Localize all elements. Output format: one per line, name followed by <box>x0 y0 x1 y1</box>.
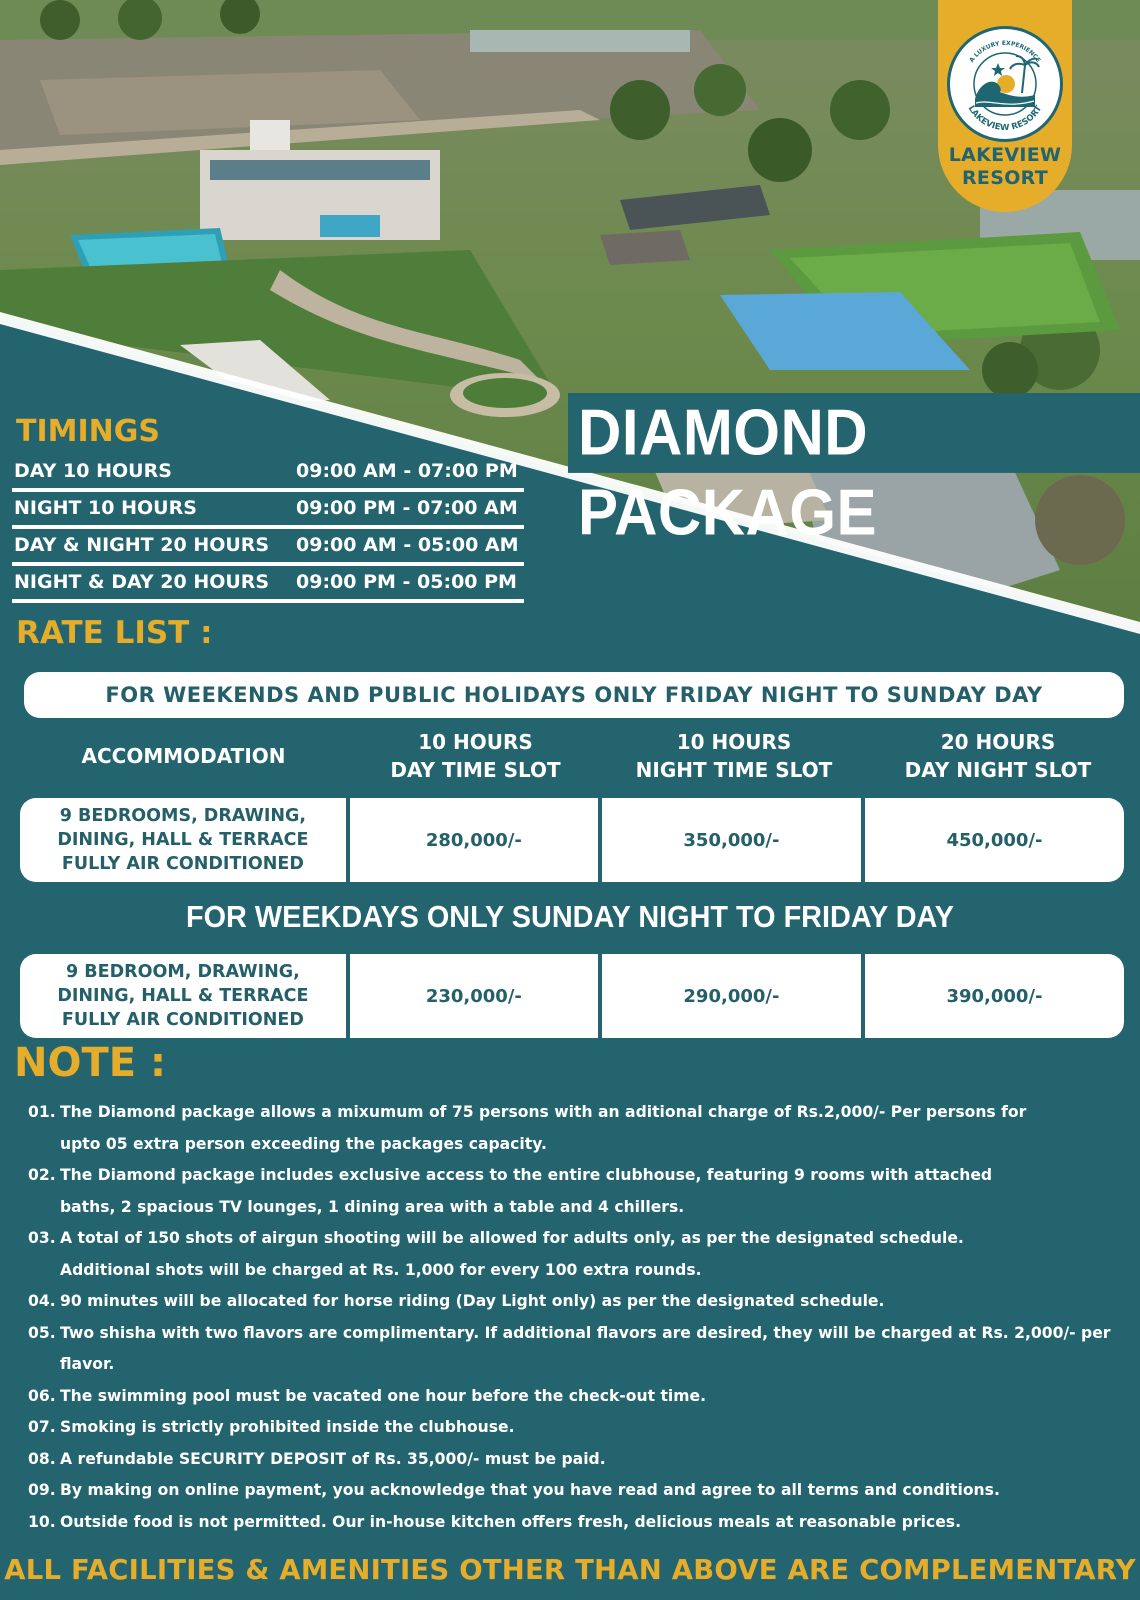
column-daynight-label: DAY NIGHT SLOT <box>904 758 1092 782</box>
note-text: The swimming pool must be vacated one hour before the check-out time. <box>60 1386 707 1405</box>
note-text: By making on online payment, you acknowledge that you have read and agree to all terms and conditions. <box>60 1481 1000 1499</box>
weekday-night-price: 290,000/- <box>602 954 861 1038</box>
note-item <box>28 1286 1128 1318</box>
logo-name <box>949 144 1062 190</box>
acc-line: 9 BEDROOM, DRAWING, <box>66 962 300 982</box>
note-item <box>28 1097 1128 1160</box>
note-number: 07. <box>28 1418 56 1436</box>
weekend-banner: FOR WEEKENDS AND PUBLIC HOLIDAYS ONLY FRIDAY NIGHT TO SUNDAY DAY <box>24 672 1124 718</box>
note-text: A total of 150 shots of airgun shooting will be allowed for adults only, as per the designated schedule. <box>60 1229 964 1247</box>
weekend-daynight-price: 450,000/- <box>865 798 1124 882</box>
note-text: baths, 2 spacious TV lounges, 1 dining area with a table and 4 chillers. <box>60 1197 685 1216</box>
timing-row <box>12 529 524 566</box>
note-number: 01. <box>28 1103 56 1121</box>
logo-emblem <box>947 26 1063 142</box>
logo-name-line1: LAKEVIEW <box>948 144 1062 166</box>
note-text: The Diamond package allows a mixumum of 75 persons with an aditional charge of Rs.2,000/- Per persons for <box>60 1103 1027 1121</box>
note-text: upto 05 extra person exceeding the packages capacity. <box>60 1134 547 1153</box>
weekday-banner: FOR WEEKDAYS ONLY SUNDAY NIGHT TO FRIDAY DAY <box>186 899 954 934</box>
note-text: 90 minutes will be allocated for horse riding (Day Light only) as per the designated schedule. <box>60 1292 885 1310</box>
weekday-rate-row <box>20 954 1124 1038</box>
note-item <box>28 1381 1128 1413</box>
footer-banner: ALL FACILITIES & AMENITIES OTHER THAN ABOVE ARE COMPLEMENTARY <box>4 1554 1136 1586</box>
column-night-label: NIGHT TIME SLOT <box>635 758 833 782</box>
note-text: Outside food is not permitted. Our in-house kitchen offers fresh, delicious meals at reasonable prices. <box>60 1512 962 1531</box>
weekday-day-price: 230,000/- <box>350 954 598 1038</box>
timing-row <box>12 566 524 603</box>
note-text: The Diamond package includes exclusive access to the entire clubhouse, featuring 9 rooms with attached <box>60 1166 993 1184</box>
timing-time: 09:00 PM - 05:00 PM <box>296 571 517 593</box>
logo-name-line2: RESORT <box>962 167 1048 189</box>
notes-list <box>28 1097 1128 1538</box>
note-number: 03. <box>28 1229 56 1247</box>
acc-line: 9 BEDROOMS, DRAWING, <box>59 806 307 826</box>
weekend-rate-row <box>20 798 1124 882</box>
column-night-hours: 10 HOURS <box>676 730 792 754</box>
timing-label: DAY & NIGHT 20 HOURS <box>14 534 270 556</box>
logo-ring-text: LAKEVIEW RESORT <box>965 104 1045 134</box>
note-item <box>28 1318 1128 1381</box>
note-item <box>28 1507 1128 1539</box>
note-number: 09. <box>28 1481 56 1499</box>
timings-table <box>12 455 524 603</box>
timing-label: DAY 10 HOURS <box>14 460 172 482</box>
column-accommodation: ACCOMMODATION <box>81 744 286 768</box>
column-day-label: DAY TIME SLOT <box>390 758 561 782</box>
column-day-hours: 10 HOURS <box>418 730 533 754</box>
column-day-slot <box>351 728 600 784</box>
timing-time: 09:00 AM - 05:00 AM <box>296 534 519 556</box>
note-text: Additional shots will be charged at Rs. 1,000 for every 100 extra rounds. <box>60 1260 702 1279</box>
weekday-daynight-price: 390,000/- <box>865 954 1124 1038</box>
note-heading: NOTE : <box>14 1040 167 1086</box>
note-text: Two shisha with two flavors are complimentary. If additional flavors are desired, they will be charged at Rs. 2,000/- per flavor. <box>60 1323 1111 1373</box>
timing-row <box>12 455 524 492</box>
note-item <box>28 1444 1128 1476</box>
timing-label: NIGHT & DAY 20 HOURS <box>14 571 270 593</box>
weekend-night-price: 350,000/- <box>602 798 861 882</box>
weekday-accommodation-cell <box>20 954 346 1038</box>
weekend-accommodation-cell <box>20 798 346 882</box>
rate-list-heading: RATE LIST : <box>16 615 213 651</box>
note-text: Smoking is strictly prohibited inside the clubhouse. <box>60 1418 515 1436</box>
timing-time: 09:00 AM - 07:00 PM <box>296 460 518 482</box>
note-number: 04. <box>28 1292 56 1310</box>
timing-time: 09:00 PM - 07:00 AM <box>296 497 518 519</box>
timing-row <box>12 492 524 529</box>
logo-tagline: A LUXURY EXPERIENCE <box>968 39 1042 64</box>
note-number: 05. <box>28 1323 56 1342</box>
note-text: A refundable SECURITY DEPOSIT of Rs. 35,000/- must be paid. <box>60 1449 606 1468</box>
note-number: 02. <box>28 1166 56 1184</box>
resort-logo <box>938 0 1072 212</box>
column-daynight-hours: 20 HOURS <box>940 730 1056 754</box>
note-item <box>28 1160 1128 1223</box>
acc-line: FULLY AIR CONDITIONED <box>61 854 304 874</box>
column-night-slot <box>604 728 864 784</box>
timings-heading: TIMINGS <box>16 414 160 449</box>
note-item <box>28 1223 1128 1286</box>
acc-line: FULLY AIR CONDITIONED <box>61 1010 304 1030</box>
acc-line: DINING, HALL & TERRACE <box>57 830 309 850</box>
note-item <box>28 1475 1128 1507</box>
package-title: DIAMOND PACKAGE <box>568 393 1140 473</box>
acc-line: DINING, HALL & TERRACE <box>57 986 309 1006</box>
column-daynight-slot <box>868 728 1128 784</box>
note-number: 10. <box>28 1512 56 1531</box>
note-number: 06. <box>28 1386 56 1405</box>
svg-text:LAKEVIEW RESORT <box>966 104 1045 133</box>
note-item <box>28 1412 1128 1444</box>
weekend-day-price: 280,000/- <box>350 798 598 882</box>
note-number: 08. <box>28 1449 56 1468</box>
timing-label: NIGHT 10 HOURS <box>14 497 197 519</box>
